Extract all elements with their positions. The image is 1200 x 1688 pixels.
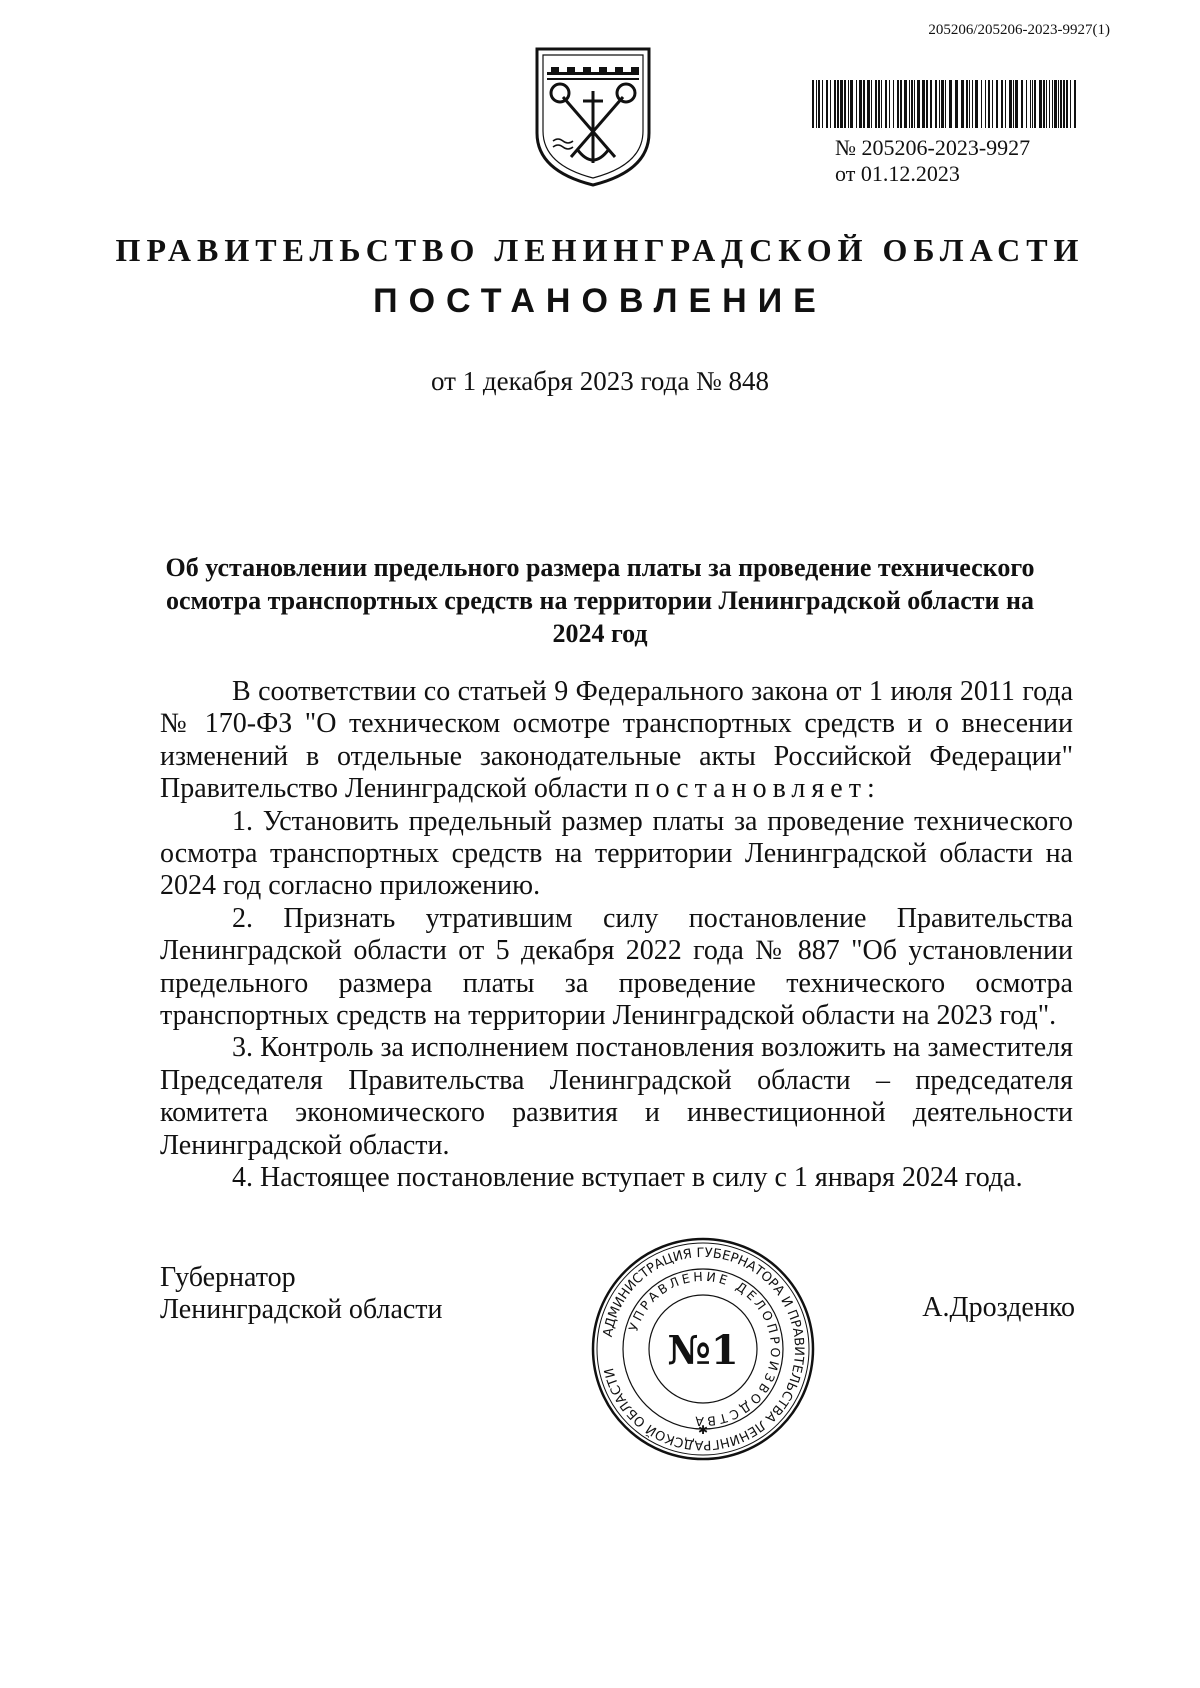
- barcode-bar: [885, 80, 887, 128]
- barcode-bar: [996, 80, 998, 128]
- barcode-bar: [969, 80, 970, 128]
- barcode-bar: [945, 80, 946, 128]
- signatory-name: А.Дрозденко: [922, 1292, 1075, 1323]
- barcode-bar: [992, 80, 993, 128]
- organization-name: ПРАВИТЕЛЬСТВО ЛЕНИНГРАДСКОЙ ОБЛАСТИ: [115, 232, 1085, 268]
- barcode-bar: [1066, 80, 1068, 128]
- barcode-bar: [1058, 80, 1059, 128]
- seal-outer-text: АДМИНИСТРАЦИЯ ГУБЕРНАТОРА И ПРАВИТЕЛЬСТВА ЛЕНИНГРАДСКОЙ ОБЛАСТИ: [600, 1245, 807, 1453]
- barcode-bar: [818, 80, 820, 128]
- barcode-bar: [822, 80, 823, 128]
- barcode-bar: [900, 80, 902, 128]
- preamble-paragraph: [160, 676, 1073, 806]
- document-date-number: от 1 декабря 2023 года № 848: [430, 366, 770, 396]
- barcode-bar: [863, 80, 865, 128]
- barcode-bar: [871, 80, 872, 128]
- barcode-bar: [922, 80, 925, 128]
- barcode-bar: [1046, 80, 1047, 128]
- document-body: [160, 676, 1073, 1195]
- barcode-bar: [935, 80, 937, 128]
- barcode-bar: [1026, 80, 1027, 128]
- barcode-bar: [949, 80, 952, 128]
- seal-inner-text: УПРАВЛЕНИЕ ДЕЛОПРОИЗВОДСТВА: [625, 1268, 784, 1430]
- barcode-bar: [878, 80, 880, 128]
- barcode-bar: [889, 80, 890, 128]
- barcode-bar: [1005, 80, 1006, 128]
- barcode-bar: [972, 80, 973, 128]
- barcode-bar: [850, 80, 853, 128]
- barcode-bar: [939, 80, 940, 128]
- barcode-bar: [1052, 80, 1053, 128]
- barcode-bar: [830, 80, 831, 128]
- barcode-bar: [848, 80, 849, 128]
- barcode-bar: [881, 80, 882, 128]
- barcode-icon: [810, 80, 1080, 128]
- barcode-bar: [1039, 80, 1042, 128]
- barcode-bar: [1070, 80, 1071, 128]
- barcode-bar: [904, 80, 907, 128]
- barcode-bar: [1013, 80, 1014, 128]
- document-title: Об установлении предельного размера платы за проведение технического осмотра транспортных средств на территории Ленинградской области на 2024 год: [165, 553, 1035, 648]
- barcode-bar: [844, 80, 846, 128]
- barcode-bar: [1021, 80, 1023, 128]
- barcode-bar: [826, 80, 828, 128]
- barcode-bar: [914, 80, 915, 128]
- barcode-bar: [1034, 80, 1036, 128]
- barcode-bar: [1001, 80, 1003, 128]
- registration-date: от 01.12.2023: [835, 161, 960, 186]
- barcode-bar: [837, 80, 839, 128]
- barcode-bar: [966, 80, 968, 128]
- document-type: ПОСТАНОВЛЕНИЕ: [373, 282, 827, 320]
- clause-1: 1. Установить предельный размер платы за проведение технического осмотра транспортных средств на территории Ленинградской области на 2024 год согласно приложению.: [160, 805, 1073, 902]
- barcode-bar: [893, 80, 894, 128]
- barcode-bar: [1043, 80, 1045, 128]
- registration-number: № 205206-2023-9927: [835, 135, 1031, 160]
- barcode-bar: [856, 80, 857, 128]
- barcode-bar: [917, 80, 920, 128]
- coat-of-arms-icon: [533, 45, 653, 187]
- barcode-bar: [1054, 80, 1057, 128]
- barcode-bar: [1009, 80, 1012, 128]
- barcode-bar: [1032, 80, 1033, 128]
- barcode-bar: [875, 80, 877, 128]
- barcode-bar: [897, 80, 899, 128]
- clause-2: 2. Признать утратившим силу постановление Правительства Ленинградской области от 5 декабря 2022 года № 887 "Об установлении предельного размера платы за проведение технического осмотра транспортных средств на территории Ленинградской области на 2023 год".: [160, 902, 1073, 1032]
- barcode-bar: [1060, 80, 1062, 128]
- official-seal-stamp: [590, 1236, 816, 1462]
- barcode-bar: [1030, 80, 1031, 128]
- barcode-bar: [981, 80, 982, 128]
- seal-star-icon: ✱: [697, 1423, 709, 1437]
- signatory-title-line-2: Ленинградской области: [160, 1294, 443, 1325]
- barcode-bar: [1049, 80, 1050, 128]
- barcode-bar: [955, 80, 958, 128]
- barcode-bar: [941, 80, 944, 128]
- barcode-bar: [985, 80, 986, 128]
- preamble-text: В соответствии со статьей 9 Федерального закона от 1 июля 2011 года № 170-ФЗ "О техническом осмотре транспортных средств и о внесении изменений в отдельные законодательные акты Российской Федерации" Правительство Ленинградской области: [160, 676, 1073, 805]
- barcode-bar: [975, 80, 978, 128]
- barcode-bar: [926, 80, 928, 128]
- barcode-bar: [834, 80, 836, 128]
- barcode-bar: [930, 80, 932, 128]
- signatory-title-line-1: Губернатор: [160, 1262, 296, 1293]
- barcode-bar: [812, 80, 814, 128]
- barcode-bar: [988, 80, 990, 128]
- clause-4: 4. Настоящее постановление вступает в силу с 1 января 2024 года.: [232, 1162, 1023, 1194]
- barcode-bar: [867, 80, 870, 128]
- barcode-bar: [1015, 80, 1018, 128]
- barcode-bar: [909, 80, 910, 128]
- barcode-bar: [961, 80, 964, 128]
- resolves-word: постановляет:: [634, 773, 881, 805]
- barcode-bar: [911, 80, 913, 128]
- barcode-bar: [816, 80, 817, 128]
- clause-3: 3. Контроль за исполнением постановления возложить на заместителя Председателя Правительства Ленинградской области – председателя комитета экономического развития и инвестиционной деятельности Ленинградской области.: [160, 1032, 1073, 1161]
- registration-block: [835, 135, 1030, 187]
- seal-number: №1: [667, 1327, 739, 1374]
- barcode-bar: [1063, 80, 1065, 128]
- barcode-bar: [840, 80, 843, 128]
- signatory-title: [160, 1262, 443, 1326]
- barcode-bar: [1074, 80, 1076, 128]
- barcode-bar: [859, 80, 862, 128]
- document-reference-number: 205206/205206-2023-9927(1): [928, 22, 1110, 38]
